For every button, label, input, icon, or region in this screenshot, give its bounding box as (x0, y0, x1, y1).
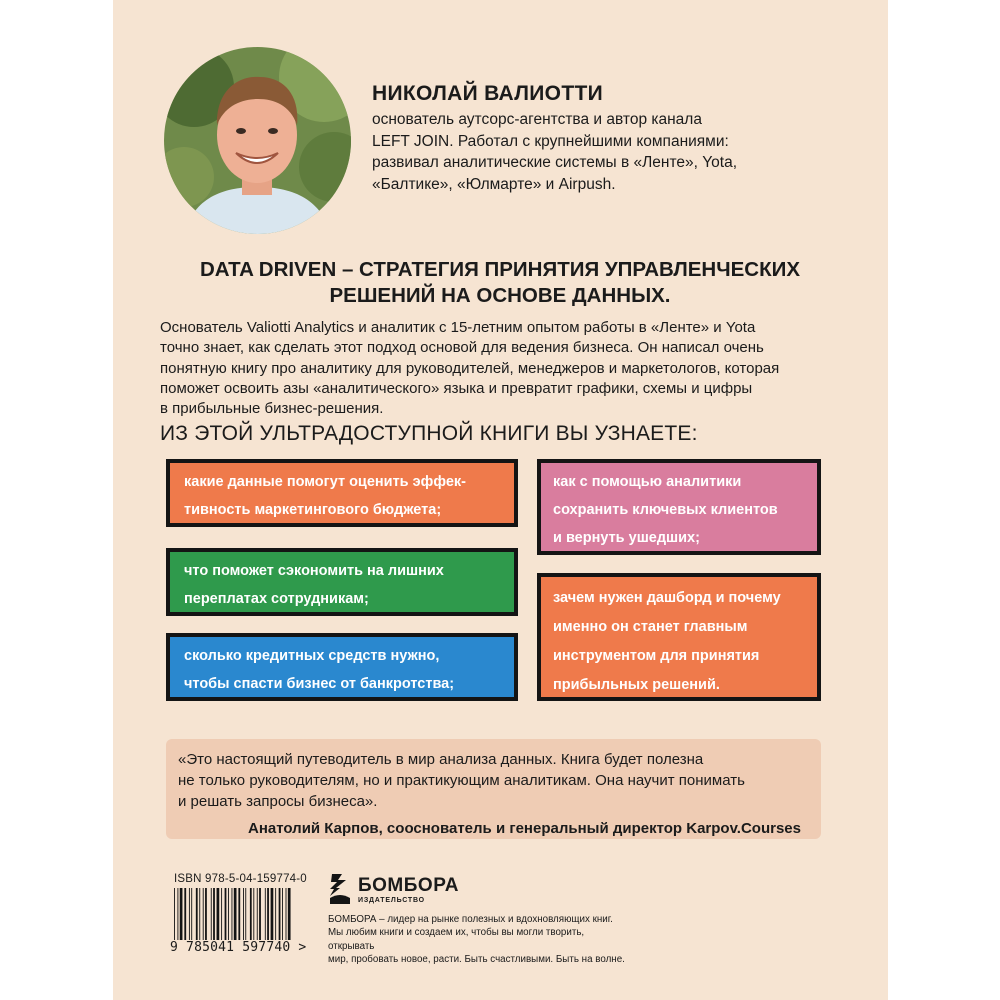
author-photo (164, 47, 351, 234)
lead-paragraph (160, 318, 850, 419)
quote-text (178, 749, 809, 812)
barcode-icon (174, 888, 292, 940)
barcode-bar (253, 888, 254, 940)
quote-line: не только руководителям, но и практикующим аналитикам. Она научит понимать (178, 772, 745, 789)
barcode-bar (238, 888, 240, 940)
quote-line: и решать запросы бизнеса». (178, 793, 378, 810)
barcode-bar (286, 888, 287, 940)
card-line: что поможет сэкономить на лишних (184, 563, 444, 579)
card-line: тивность маркетингового бюджета; (184, 502, 442, 518)
card-line: инструментом для принятия (553, 648, 760, 664)
barcode-bar (265, 888, 266, 940)
card-marketing-budget (166, 459, 518, 527)
barcode-bar (221, 888, 222, 940)
barcode-bar (174, 888, 175, 940)
publisher-description (328, 913, 628, 967)
barcode-bar (245, 888, 246, 940)
card-dashboard (537, 573, 821, 701)
card-line: именно он станет главным (553, 619, 748, 635)
barcode-bar (250, 888, 252, 940)
author-bio-line: основатель аутсорс-агентства и автор канала (372, 111, 702, 128)
author-bio-line: развивал аналитические системы в «Ленте», Yota, (372, 154, 738, 171)
barcode-bar (271, 888, 274, 940)
barcode-bar (282, 888, 283, 940)
barcode-bar (243, 888, 244, 940)
barcode-digits: 9 785041 597740 > (170, 940, 307, 955)
publisher-name: БОМБОРА (358, 875, 459, 896)
barcode-bar (205, 888, 207, 940)
barcode-bar (203, 888, 204, 940)
barcode-bar (257, 888, 258, 940)
card-line: зачем нужен дашборд и почему (553, 590, 781, 606)
barcode-bar (288, 888, 291, 940)
author-name: НИКОЛАЙ ВАЛИОТТИ (372, 82, 603, 105)
barcode-bar (180, 888, 183, 940)
lead-line: точно знает, как сделать этот подход основой для ведения бизнеса. Он написал очень (160, 339, 764, 357)
card-line: какие данные помогут оценить эффек- (184, 474, 466, 490)
barcode-bar (199, 888, 200, 940)
quote-author: Анатолий Карпов, сооснователь и генеральный директор Karpov.Courses (248, 820, 801, 837)
quote-line: «Это настоящий путеводитель в мир анализа данных. Книга будет полезна (178, 751, 704, 768)
publisher-line: Мы любим книги и создаем их, чтобы вы могли творить, открывать (328, 927, 585, 952)
barcode-bar (267, 888, 269, 940)
barcode-bar (213, 888, 215, 940)
learn-title: ИЗ ЭТОЙ УЛЬТРАДОСТУПНОЙ КНИГИ ВЫ УЗНАЕТЕ: (160, 422, 698, 445)
card-line: сколько кредитных средств нужно, (184, 648, 440, 664)
card-line: прибыльных решений. (553, 677, 720, 693)
card-credit (166, 633, 518, 701)
barcode-bar (196, 888, 198, 940)
author-bio (372, 109, 812, 195)
barcode-bar (211, 888, 212, 940)
lead-line: понятную книгу про аналитику для руководителей, менеджеров и маркетологов, которая (160, 359, 780, 377)
barcode-bar (217, 888, 220, 940)
author-bio-line: «Балтике», «Юлмарте» и Airpush. (372, 175, 616, 193)
headline-line: DATA DRIVEN – СТРАТЕГИЯ ПРИНЯТИЯ УПРАВЛЕНЧЕСКИХ (199, 258, 800, 281)
publisher-line: мир, пробовать новое, расти. Быть счастливыми. Быть на волне. (328, 954, 625, 966)
card-line: как с помощью аналитики (553, 474, 742, 490)
barcode-bar (279, 888, 281, 940)
card-line: переплатах сотрудникам; (184, 591, 369, 607)
barcode-bar (228, 888, 229, 940)
barcode-bar (191, 888, 192, 940)
card-staff-savings (166, 548, 518, 616)
author-portrait-icon (164, 47, 351, 234)
lead-line: Основатель Valiotti Analytics и аналитик с 15-летним опытом работы в «Ленте» и Yota (160, 319, 756, 336)
headline-line: РЕШЕНИЙ НА ОСНОВЕ ДАННЫХ. (329, 284, 671, 307)
barcode-bar (184, 888, 186, 940)
lead-line: поможет освоить азы «аналитического» языка и превратит графики, схемы и цифры (160, 379, 753, 397)
lead-line: в прибыльные бизнес-решения. (160, 400, 384, 418)
card-line: и вернуть ушедших; (553, 530, 700, 546)
publisher-line: БОМБОРА – лидер на рынке полезных и вдохновляющих книг. (328, 914, 613, 925)
barcode-bar (275, 888, 276, 940)
publisher-subtitle: ИЗДАТЕЛЬСТВО (358, 897, 425, 904)
card-line: сохранить ключевых клиентов (553, 502, 778, 518)
barcode-bar (177, 888, 178, 940)
barcode-bar (225, 888, 227, 940)
author-bio-line: LEFT JOIN. Работал с крупнейшими компаниями: (372, 132, 729, 150)
headline (150, 257, 850, 309)
barcode-bar (234, 888, 237, 940)
barcode-bar (259, 888, 261, 940)
barcode-bar (189, 888, 190, 940)
bombora-logo-icon (328, 872, 352, 906)
barcode-bar (232, 888, 233, 940)
testimonial-quote (166, 739, 821, 839)
card-key-clients (537, 459, 821, 555)
card-line: чтобы спасти бизнес от банкротства; (184, 676, 455, 692)
isbn: ISBN 978-5-04-159774-0 (174, 873, 307, 885)
